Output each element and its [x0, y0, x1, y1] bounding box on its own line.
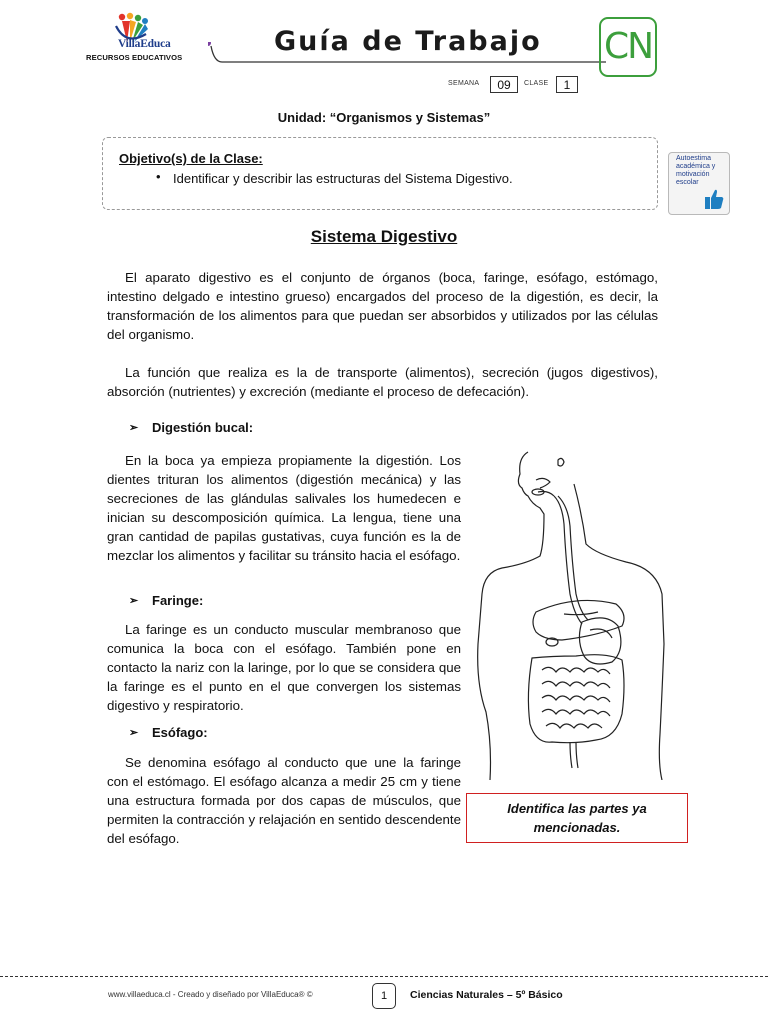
heading-faringe: Faringe:	[152, 593, 204, 608]
objectives-title: Objetivo(s) de la Clase:	[119, 151, 263, 166]
clase-label: CLASE	[524, 80, 549, 87]
section-marker-icon: ➢	[129, 422, 139, 434]
semana-label: SEMANA	[448, 80, 480, 87]
footer-subject: Ciencias Naturales – 5º Básico	[410, 989, 563, 1001]
page-title: Guía de Trabajo	[274, 26, 542, 57]
semana-value: 09	[490, 76, 518, 93]
unit-title: Unidad: “Organismos y Sistemas”	[277, 110, 491, 125]
paragraph-esofago	[107, 753, 461, 848]
section-marker-icon: ➢	[129, 595, 139, 607]
objective-item: Identificar y describir las estructuras del Sistema Digestivo.	[173, 171, 513, 186]
paragraph-faringe	[107, 620, 461, 715]
intro-paragraph-1-text: El aparato digestivo es el conjunto de órganos (boca, faringe, esófago, estómago, intestino delgado e intestino grueso) encargados del proceso de la digestión, es decir, la transformación de los alimentos para que puedan ser absorbidos y utilizados por las células del organismo.	[107, 270, 658, 342]
motivation-badge-text: Autoestima académica y motivación escolar	[676, 155, 716, 186]
page-number: 1	[372, 983, 396, 1009]
paragraph-esofago-text: Se denomina esófago al conducto que une la faringe con el estómago. El esófago alcanza a medir 25 cm y tiene una estructura formada por dos capas de músculos, que permiten la contracción y relajación en sentido descendente del esófago.	[107, 755, 461, 846]
thumbs-up-icon	[704, 188, 724, 210]
section-marker-icon: ➢	[129, 727, 139, 739]
clase-value: 1	[556, 76, 578, 93]
heading-digestion-bucal: Digestión bucal:	[152, 420, 254, 435]
heading-esofago: Esófago:	[152, 725, 208, 740]
logo-name: VillaEduca	[118, 38, 171, 50]
paragraph-faringe-text: La faringe es un conducto muscular membranoso que comunica la boca con el esófago. También pone en contacto la nariz con la laringe, por lo que se considera que la faringe es el punto en el que convergen los sistemas digestivo y respiratorio.	[107, 622, 461, 713]
digestive-system-illustration	[466, 444, 688, 780]
section-title: Sistema Digestivo	[310, 227, 458, 246]
intro-paragraph-1	[107, 268, 658, 344]
objective-bullet: •	[156, 169, 161, 184]
subject-badge: CN	[599, 17, 657, 77]
paragraph-digestion-bucal	[107, 451, 461, 565]
footer-divider	[0, 976, 768, 977]
footer-credit: www.villaeduca.cl - Creado y diseñado por VillaEduca® ©	[108, 990, 313, 999]
intro-paragraph-2-text: La función que realiza es la de transporte (alimentos), secreción (jugos digestivos), absorción (nutrientes) y excreción (mediante el proceso de defecación).	[107, 365, 658, 399]
figure-caption: Identifica las partes ya mencionadas.	[507, 801, 647, 835]
logo-subtitle: RECURSOS EDUCATIVOS	[86, 53, 183, 62]
figure-caption-box	[466, 793, 688, 843]
intro-paragraph-2	[107, 363, 658, 401]
paragraph-digestion-bucal-text: En la boca ya empieza propiamente la digestión. Los dientes trituran los alimentos (digestión mecánica) y las secreciones de las glándulas salivales los humedecen e inician su descomposición química. La lengua, tiene una gran cantidad de papilas gustativas, cuya función es la de mezclar los alimentos y facilitar su tránsito hacia el esófago.	[107, 453, 461, 563]
